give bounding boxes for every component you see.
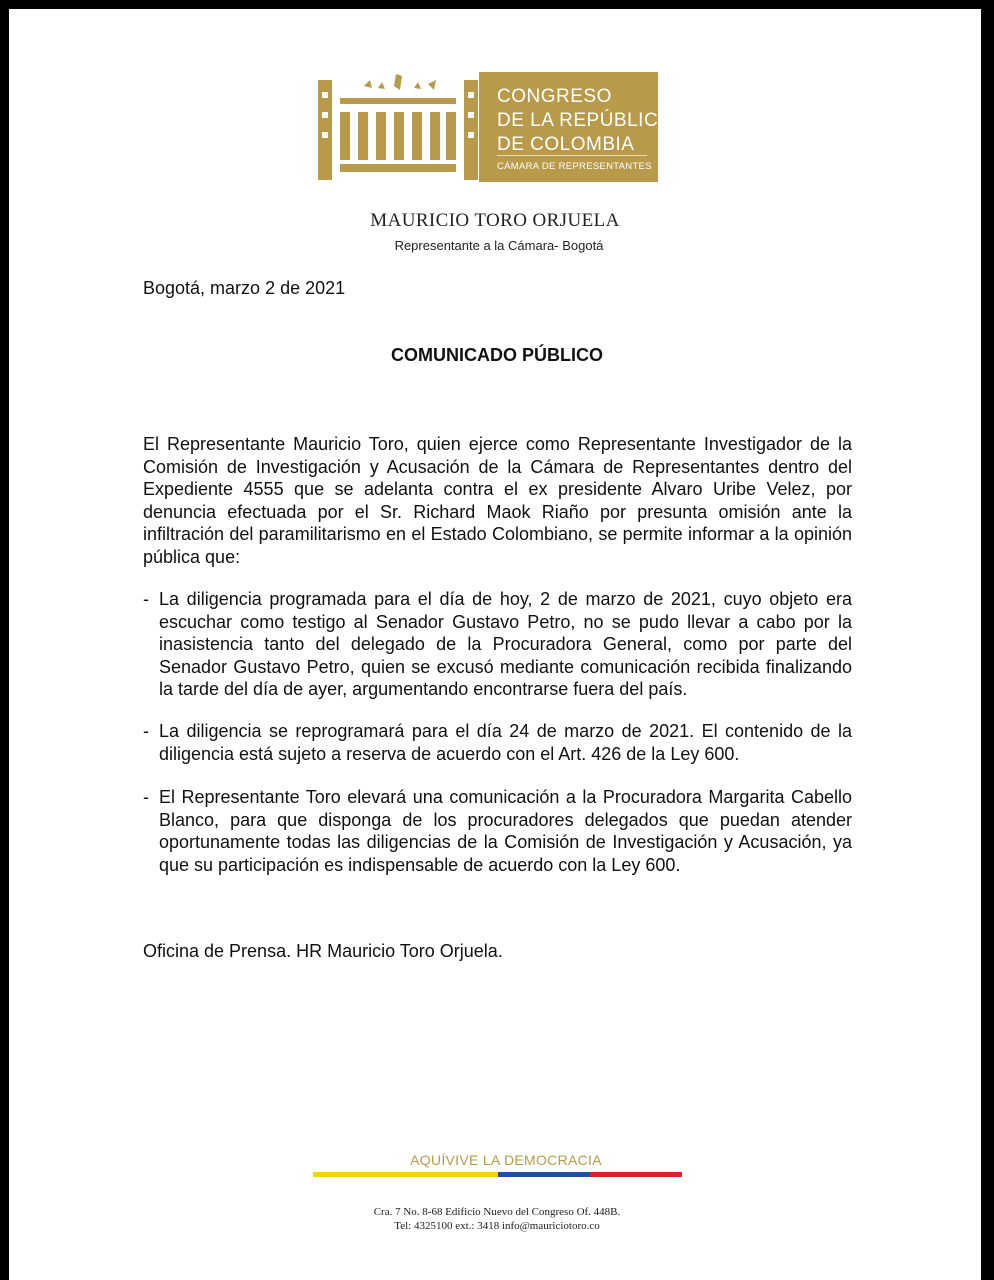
bullet-text: La diligencia se reprogramará para el día 24 de marzo de 2021. El contenido de la diligencia está sujeto a reserva de acuerdo con el Art. 426 de la Ley 600. — [159, 721, 852, 764]
bullet-dash: - — [143, 589, 149, 609]
capitol-building-icon — [318, 72, 478, 182]
footer-contact: Tel: 4325100 ext.: 3418 info@mauriciotoro.co — [394, 1220, 600, 1232]
flag-red-stripe — [590, 1172, 682, 1177]
logo-line-3: DE COLOMBIA — [497, 134, 635, 155]
document-date: Bogotá, marzo 2 de 2021 — [143, 278, 346, 298]
bullet-text: El Representante Toro elevará una comunicación a la Procuradora Margarita Cabello Blanco, para que disponga de los procuradores delegados que puedan atender oportunamente todas las diligencias de la Comisión de Investigación y Acusación, ya que su participación es indispensable de acuerdo con la Ley 600. — [159, 787, 852, 875]
document-page — [9, 9, 981, 1280]
logo-line-1: CONGRESO — [497, 86, 612, 107]
bullet-text: La diligencia programada para el día de hoy, 2 de marzo de 2021, cuyo objeto era escuchar como testigo al Senador Gustavo Petro, no se pudo llevar a cabo por la inasistencia tanto del delegado de la Procuradora General, como por parte del Senador Gustavo Petro, quien se excusó mediante comunicación recibida finalizando la tarde del día de ayer, argumentando encontrarse fuera del país. — [159, 589, 852, 699]
flag-color-bar — [313, 1172, 682, 1177]
logo-line-2: DE LA REPÚBLICA — [497, 110, 672, 131]
representative-title: Representante a la Cámara- Bogotá — [394, 238, 604, 253]
logo-subline: CÁMARA DE REPRESENTANTES — [497, 161, 652, 172]
intro-paragraph: El Representante Mauricio Toro, quien ejerce como Representante Investigador de la Comisión de Investigación y Acusación de la Cámara de Representantes dentro del Expediente 4555 que se adelanta contra el ex presidente Alvaro Uribe Velez, por denuncia efectuada por el Sr. Richard Maok Riaño por presunta omisión ante la infiltración del paramilitarismo en el Estado Colombiano, se permite informar a la opinión pública que: — [143, 434, 852, 567]
flag-blue-stripe — [498, 1172, 590, 1177]
logo-divider — [497, 155, 647, 156]
bullet-dash: - — [143, 787, 149, 807]
footer-slogan: AQUÍVIVE LA DEMOCRACIA — [410, 1152, 602, 1168]
representative-name: MAURICIO TORO ORJUELA — [370, 210, 620, 231]
closing-signature: Oficina de Prensa. HR Mauricio Toro Orjuela. — [143, 941, 503, 961]
congress-logo — [318, 72, 672, 182]
document-heading: COMUNICADO PÚBLICO — [391, 345, 603, 365]
congress-wordmark — [479, 72, 672, 182]
flag-yellow-stripe — [313, 1172, 498, 1177]
footer-address: Cra. 7 No. 8-68 Edificio Nuevo del Congreso Of. 448B. — [373, 1206, 621, 1218]
bullet-dash: - — [143, 721, 149, 741]
